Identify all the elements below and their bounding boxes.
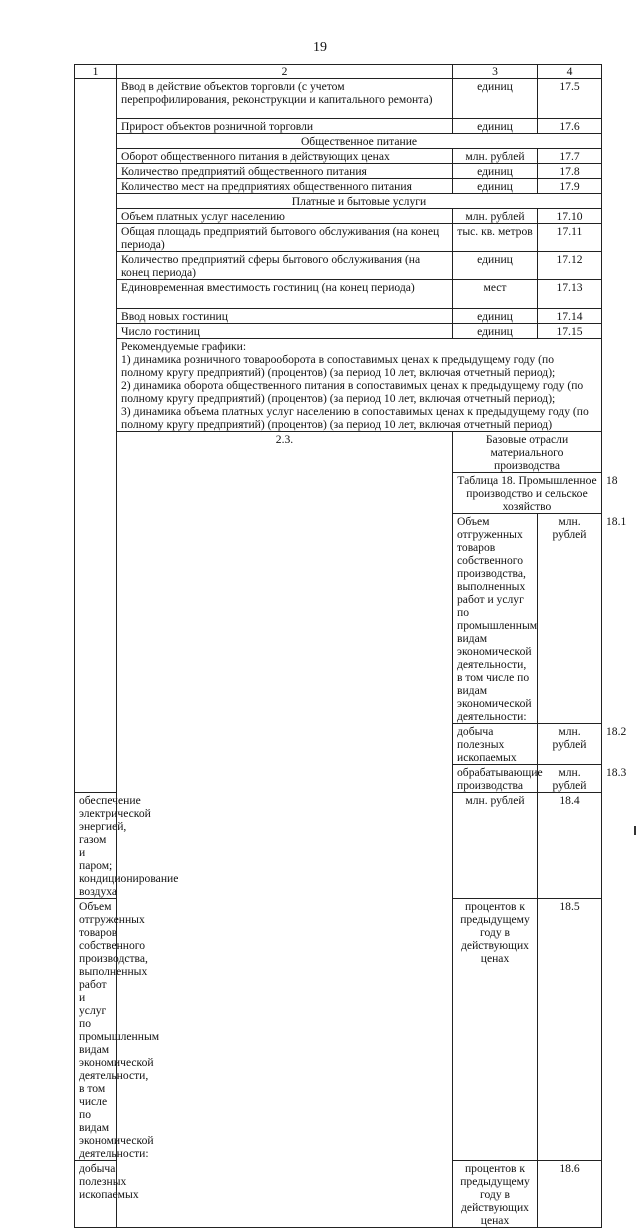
indicator-name: Оборот общественного питания в действующих ценах: [117, 149, 453, 164]
table-row: [75, 179, 602, 194]
table-row: [75, 149, 602, 164]
indicator-unit: единиц: [453, 179, 538, 194]
recommended-charts: [117, 339, 602, 432]
indicator-name: Объем отгруженных товаров собственного производства, выполненных работ и услуг по промышленным видам экономической деятельности, в том числе по видам экономической деятельности:: [453, 514, 538, 724]
indicator-code: 18.6: [538, 1161, 602, 1228]
indicator-name: Единовременная вместимость гостиниц (на конец периода): [117, 280, 453, 309]
indicator-unit: процентов к предыдущему году в действующих ценах: [453, 1161, 538, 1228]
indicator-unit: единиц: [453, 164, 538, 179]
indicator-code: 17.10: [538, 209, 602, 224]
column-number: 1: [75, 65, 117, 79]
indicator-name: добыча полезных ископаемых: [453, 724, 538, 765]
subsection-row: [75, 194, 602, 209]
indicator-name: Ввод новых гостиниц: [117, 309, 453, 324]
table-row: [75, 79, 602, 119]
indicator-unit: млн. рублей: [538, 765, 602, 793]
section-title: Базовые отрасли материального производства: [453, 432, 602, 473]
page-number: 19: [313, 40, 327, 55]
indicator-code: 17.9: [538, 179, 602, 194]
table-row: [75, 209, 602, 224]
indicator-name: добыча полезных ископаемых: [75, 1161, 117, 1228]
indicator-unit: единиц: [453, 79, 538, 119]
indicator-name: Число гостиниц: [117, 324, 453, 339]
column-numbers-row: [75, 65, 602, 79]
section-number-cell-empty: [75, 79, 117, 793]
column-number: 3: [453, 65, 538, 79]
table-row: [75, 119, 602, 134]
indicator-unit: процентов к предыдущему году в действующих ценах: [453, 899, 538, 1161]
indicator-unit: мест: [453, 280, 538, 309]
indicator-code: 17.14: [538, 309, 602, 324]
table-row: обрабатывающие производства млн. рублей 18.3: [75, 765, 602, 793]
indicator-name: Общая площадь предприятий бытового обслуживания (на конец периода): [117, 224, 453, 252]
section-number: 2.3.: [117, 432, 453, 1228]
indicator-code: 17.6: [538, 119, 602, 134]
column-number: 4: [538, 65, 602, 79]
indicator-name: Количество мест на предприятиях общественного питания: [117, 179, 453, 194]
subsection-row: [75, 134, 602, 149]
subsection-title: Платные и бытовые услуги: [117, 194, 602, 209]
indicator-name: Объем отгруженных товаров собственного производства, выполненных работ и услуг по промышленным видам экономической деятельности, в том числе по видам экономической деятельности:: [75, 899, 117, 1161]
indicator-code: 18.5: [538, 899, 602, 1161]
recommended-charts-heading: Рекомендуемые графики:: [121, 340, 247, 353]
recommended-chart-item: 2) динамика оборота общественного питания в сопоставимых ценах к предыдущему году (по полному кругу предприятий) (процентов) (за период 10 лет, включая отчетный период);: [121, 379, 584, 405]
table-row: [75, 309, 602, 324]
recommended-charts-row: [75, 339, 602, 432]
indicator-code: 17.13: [538, 280, 602, 309]
indicator-unit: млн. рублей: [453, 149, 538, 164]
indicator-unit: единиц: [453, 119, 538, 134]
indicator-unit: млн. рублей: [453, 209, 538, 224]
indicator-code: 17.8: [538, 164, 602, 179]
table-row: добыча полезных ископаемых млн. рублей 18.2: [75, 724, 602, 765]
indicator-code: 17.11: [538, 224, 602, 252]
scan-margin-mark: [634, 826, 636, 835]
indicator-unit: млн. рублей: [453, 793, 538, 899]
indicator-unit: млн. рублей: [538, 724, 602, 765]
indicator-unit: тыс. кв. метров: [453, 224, 538, 252]
section-row: [75, 432, 602, 473]
indicator-code: 17.5: [538, 79, 602, 119]
indicator-code: 17.15: [538, 324, 602, 339]
indicator-name: Прирост объектов розничной торговли: [117, 119, 453, 134]
indicator-name: Объем платных услуг населению: [117, 209, 453, 224]
table-row: [75, 324, 602, 339]
table-row: [75, 164, 602, 179]
column-number: 2: [117, 65, 453, 79]
table-title-row: Таблица 18. Промышленное производство и сельское хозяйство 18: [75, 473, 602, 514]
table-row: [75, 280, 602, 309]
indicators-table: [74, 64, 627, 1228]
table-row: [75, 224, 602, 252]
indicator-name: обрабатывающие производства: [453, 765, 538, 793]
indicator-code: 18.4: [538, 793, 602, 899]
indicator-unit: единиц: [453, 252, 538, 280]
subsection-title: Общественное питание: [117, 134, 602, 149]
indicator-unit: единиц: [453, 324, 538, 339]
indicator-unit: единиц: [453, 309, 538, 324]
indicator-code: 17.7: [538, 149, 602, 164]
recommended-chart-item: 1) динамика розничного товарооборота в сопоставимых ценах к предыдущему году (по полному кругу предприятий) (процентов) (за период 10 лет, включая отчетный период);: [121, 353, 556, 379]
table-title: Таблица 18. Промышленное производство и сельское хозяйство: [453, 473, 602, 514]
table-row: [75, 252, 602, 280]
indicator-name: Количество предприятий общественного питания: [117, 164, 453, 179]
indicator-code: 17.12: [538, 252, 602, 280]
indicator-name: Ввод в действие объектов торговли (с учетом перепрофилирования, реконструкции и капитального ремонта): [117, 79, 453, 119]
indicator-name: обеспечение электрической энергией, газом и паром; кондиционирование воздуха: [75, 793, 117, 899]
indicator-name: Количество предприятий сферы бытового обслуживания (на конец периода): [117, 252, 453, 280]
recommended-chart-item: 3) динамика объема платных услуг населению в сопоставимых ценах к предыдущему году (по полному кругу предприятий) (процентов) (за период 10 лет, включая отчетный период): [121, 405, 589, 431]
indicator-unit: млн. рублей: [538, 514, 602, 724]
table-row: Объем отгруженных товаров собственного производства, выполненных работ и услуг по промышленным видам экономической деятельности, в том числе по видам экономической деятельности: млн. рублей 18.1: [75, 514, 602, 724]
